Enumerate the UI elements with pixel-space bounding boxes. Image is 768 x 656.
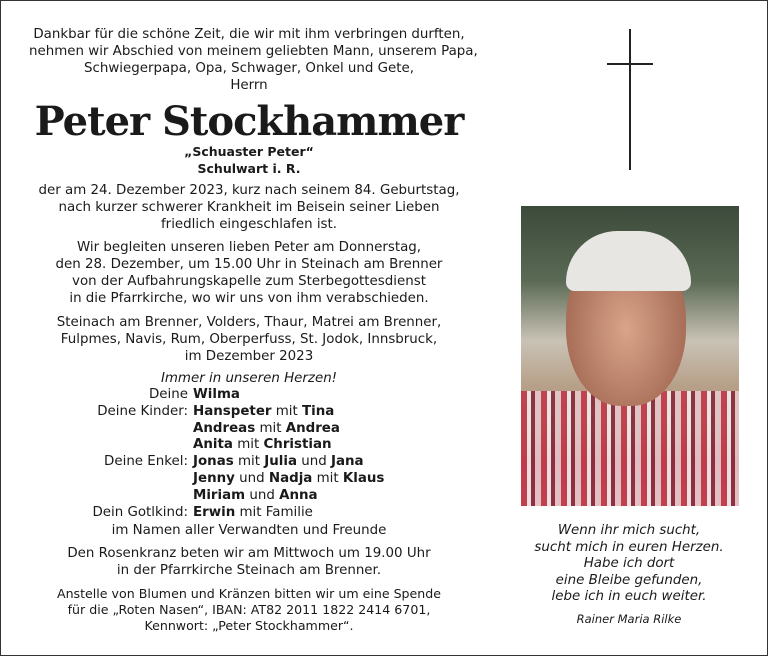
family-connector: und — [234, 470, 269, 486]
photo-shirt — [521, 391, 739, 506]
donation-line: Kennwort: „Peter Stockhammer“. — [144, 618, 354, 633]
funeral-line: in die Pfarrkirche, wo wir uns von ihm verabschieden. — [69, 291, 429, 306]
family-member-name: Klaus — [342, 470, 385, 486]
photo-hair — [566, 231, 691, 291]
deceased-name: Peter Stockhammer — [34, 98, 464, 145]
funeral-line: Wir begleiten unseren lieben Peter am Donnerstag, — [76, 240, 422, 255]
death-line: nach kurzer schwerer Krankheit im Beisein seiner Lieben — [58, 200, 440, 215]
family-member-name: Tina — [302, 403, 335, 419]
poem-line: eine Bleibe gefunden, — [555, 572, 703, 588]
family-member-name: Anita — [193, 437, 233, 453]
rosary-text — [29, 545, 469, 579]
family-label — [29, 437, 193, 454]
deceased-subtitle — [29, 143, 469, 177]
intro-line: nehmen wir Abschied von meinem geliebten Mann, unserem Papa, — [29, 44, 478, 59]
death-text — [29, 182, 469, 233]
family-members — [193, 471, 384, 488]
family-member-name: Jana — [331, 454, 364, 470]
family-member-name: Hanspeter — [193, 403, 272, 419]
cross-vertical — [629, 29, 631, 170]
funeral-line: von der Aufbahrungskapelle zum Sterbegottesdienst — [72, 274, 426, 289]
places-line: Steinach am Brenner, Volders, Thaur, Matrei am Brenner, — [56, 315, 442, 330]
family-member-name: Christian — [263, 437, 332, 453]
family-members — [193, 387, 240, 404]
family-row — [29, 471, 384, 488]
donation-line: für die „Roten Nasen“, IBAN: AT82 2011 1822 2414 6701, — [67, 602, 431, 617]
family-row — [29, 387, 384, 404]
rosary-line: Den Rosenkranz beten wir am Mittwoch um 19.00 Uhr — [67, 546, 431, 561]
family-members — [193, 404, 334, 421]
intro-text — [29, 26, 478, 94]
family-connector: und — [297, 454, 331, 470]
family-label: Deine Enkel: — [104, 454, 188, 470]
family-member-name: Erwin — [193, 504, 236, 520]
family-label: Deine — [149, 387, 188, 402]
intro-line: Schwiegerpapa, Opa, Schwager, Onkel und Gete, — [83, 61, 415, 76]
family-member-name: Wilma — [193, 387, 240, 402]
family-row — [29, 505, 384, 522]
family-connector: mit — [271, 403, 303, 419]
family-connector: und — [245, 487, 280, 503]
family-members — [193, 421, 340, 438]
family-row — [29, 404, 384, 421]
funeral-text — [29, 239, 469, 307]
family-member-name: Jenny — [193, 470, 235, 486]
family-member-name: Nadja — [268, 470, 313, 486]
family-members — [193, 437, 332, 454]
rosary-line: in der Pfarrkirche Steinach am Brenner. — [116, 563, 382, 578]
family-member-name: Julia — [264, 454, 297, 470]
poem-author: Rainer Maria Rilke — [576, 612, 682, 626]
poem-line: Habe ich dort — [583, 556, 675, 571]
poem — [511, 523, 747, 606]
family-connector: mit — [232, 437, 264, 453]
donation-text — [29, 586, 469, 634]
family-member-name: Anna — [279, 487, 318, 503]
nickname: „Schuaster Peter“ — [184, 144, 314, 159]
poem-line: lebe ich in euch weiter. — [551, 589, 707, 604]
family-member-name: Andreas — [193, 420, 256, 436]
family-member-name: Jonas — [193, 454, 234, 470]
relatives-text: im Namen aller Verwandten und Freunde — [111, 523, 387, 538]
family-row — [29, 454, 384, 471]
places-text — [29, 314, 469, 365]
family-connector: mit — [312, 470, 343, 486]
cross-horizontal — [607, 63, 653, 65]
family-label — [29, 488, 193, 505]
donation-line: Anstelle von Blumen und Kränzen bitten wir um eine Spende — [56, 586, 442, 601]
death-line: friedlich eingeschlafen ist. — [160, 217, 338, 232]
family-row — [29, 488, 384, 505]
family-connector: mit Familie — [235, 504, 313, 520]
family-members — [193, 505, 313, 522]
intro-line: Herrn — [230, 78, 268, 93]
intro-line: Dankbar für die schöne Zeit, die wir mit ihm verbringen durften, — [33, 27, 465, 42]
family-member-name: Andrea — [285, 420, 340, 436]
family-connector: mit — [233, 454, 265, 470]
poem-line: Wenn ihr mich sucht, — [557, 523, 701, 538]
family-label: Dein Gotlkind: — [92, 504, 188, 520]
places-line: im Dezember 2023 — [184, 349, 314, 364]
family-row — [29, 437, 384, 454]
places-line: Fulpmes, Navis, Rum, Oberperfuss, St. Jodok, Innsbruck, — [60, 332, 438, 347]
funeral-line: den 28. Dezember, um 15.00 Uhr in Steinach am Brenner — [55, 257, 443, 272]
family-list — [29, 387, 384, 521]
portrait-photo — [521, 206, 739, 506]
family-members — [193, 488, 318, 505]
family-label — [29, 471, 193, 488]
family-label: Deine Kinder: — [97, 403, 188, 419]
job-title: Schulwart i. R. — [197, 161, 301, 176]
family-members — [193, 454, 364, 471]
poem-line: sucht mich in euren Herzen. — [534, 539, 724, 555]
family-member-name: Miriam — [193, 487, 246, 503]
family-row — [29, 421, 384, 438]
family-label — [29, 421, 193, 438]
death-line: der am 24. Dezember 2023, kurz nach seinem 84. Geburtstag, — [38, 183, 460, 198]
motto: Immer in unseren Herzen! — [160, 371, 338, 386]
family-connector: mit — [255, 420, 286, 436]
